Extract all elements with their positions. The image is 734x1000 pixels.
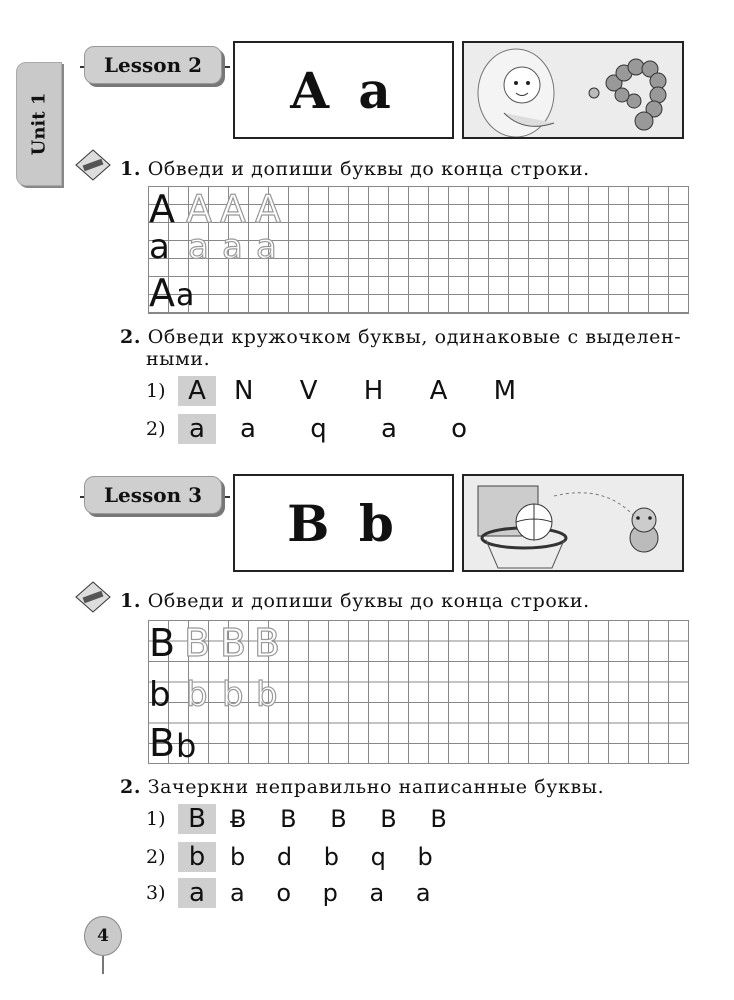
grid-letter-trace[interactable]: A [220, 187, 246, 231]
row-label: 1) [146, 380, 166, 402]
row-label: 3) [146, 882, 166, 904]
task-text: Зачеркни неправильно написанные буквы. [147, 776, 605, 798]
grid-letter-trace[interactable]: B [254, 621, 281, 665]
row-label: 2) [146, 418, 166, 440]
grid-letter-solid: B [149, 621, 176, 665]
letter-options[interactable]: b d b q b [230, 843, 443, 871]
grid-letter-trace[interactable]: B [184, 621, 211, 665]
grid-letter-trace[interactable]: a [188, 227, 209, 267]
lesson2-task2 [120, 326, 700, 370]
grid-letter-solid: A [149, 271, 175, 315]
highlighted-letter: B [178, 804, 216, 834]
letter-options[interactable]: Ƀ B B B B [230, 805, 457, 833]
grid-letter-trace[interactable]: A [255, 187, 281, 231]
letter-options[interactable]: a q a o [240, 414, 478, 444]
grid-letter-solid: B [149, 721, 176, 765]
grid-letter-trace[interactable]: B [220, 621, 247, 665]
lesson3-illustration [462, 474, 684, 572]
lesson2-row-1 [146, 376, 526, 406]
grid-letter-solid: b [149, 675, 171, 715]
grid-letter-trace[interactable]: a [256, 227, 277, 267]
row-label: 1) [146, 808, 166, 830]
lesson2-task1 [120, 158, 590, 180]
grid-letter-solid: b [176, 727, 197, 765]
task-text: Обведи кружочком буквы, одинаковые с выделен- [147, 326, 682, 348]
grid-letter-solid: A [149, 187, 175, 231]
task-number: 2. [120, 776, 142, 798]
task-number: 1. [120, 590, 142, 612]
task-text: Обведи и допиши буквы до конца строки. [147, 158, 590, 180]
lesson3-task2 [120, 776, 604, 798]
highlighted-letter: a [178, 878, 216, 908]
unit-tab [16, 62, 62, 186]
lesson2-writing-grid[interactable] [148, 186, 689, 314]
highlighted-letter: b [178, 842, 216, 872]
pencil-task-icon [74, 580, 112, 614]
task-text: Обведи и допиши буквы до конца строки. [147, 590, 590, 612]
bear-basketball-illustration [464, 476, 684, 572]
task-number: 2. [120, 326, 142, 348]
lesson3-row-3 [146, 878, 441, 908]
task-text-cont: ными. [146, 348, 211, 370]
lesson3-row-2 [146, 842, 443, 872]
grid-letter-trace[interactable]: b [186, 675, 208, 715]
task-number: 1. [120, 158, 142, 180]
lesson3-letters: B b [233, 474, 454, 572]
page-number-badge [84, 916, 122, 956]
lesson2-label: Lesson 2 [84, 46, 222, 84]
lesson3-label: Lesson 3 [84, 476, 222, 514]
highlighted-letter: A [178, 376, 216, 406]
lesson2-row-2 [146, 414, 477, 444]
highlighted-letter: a [178, 414, 216, 444]
lesson3-task1 [120, 590, 590, 612]
grid-letter-trace[interactable]: b [222, 675, 244, 715]
pencil-task-icon [74, 148, 112, 182]
row-label: 2) [146, 846, 166, 868]
lesson2-illustration [462, 41, 684, 139]
letter-options[interactable]: N V H A M [234, 376, 527, 406]
balloon-string [102, 956, 104, 974]
grid-letter-trace[interactable]: a [222, 227, 243, 267]
grid-letter-trace[interactable]: b [256, 675, 278, 715]
lesson2-letters: A a [233, 41, 454, 139]
lesson3-writing-grid[interactable] [148, 620, 689, 764]
lesson3-row-1 [146, 804, 457, 834]
grid-letter-trace[interactable]: A [186, 187, 212, 231]
grid-letter-solid: a [176, 278, 195, 313]
grid-letter-solid: a [149, 227, 170, 267]
page-number: 4 [97, 926, 109, 946]
letter-options[interactable]: a o p a a [230, 879, 441, 907]
unit-tab-label: Unit 1 [28, 92, 50, 156]
girl-with-apples-illustration [464, 43, 684, 139]
